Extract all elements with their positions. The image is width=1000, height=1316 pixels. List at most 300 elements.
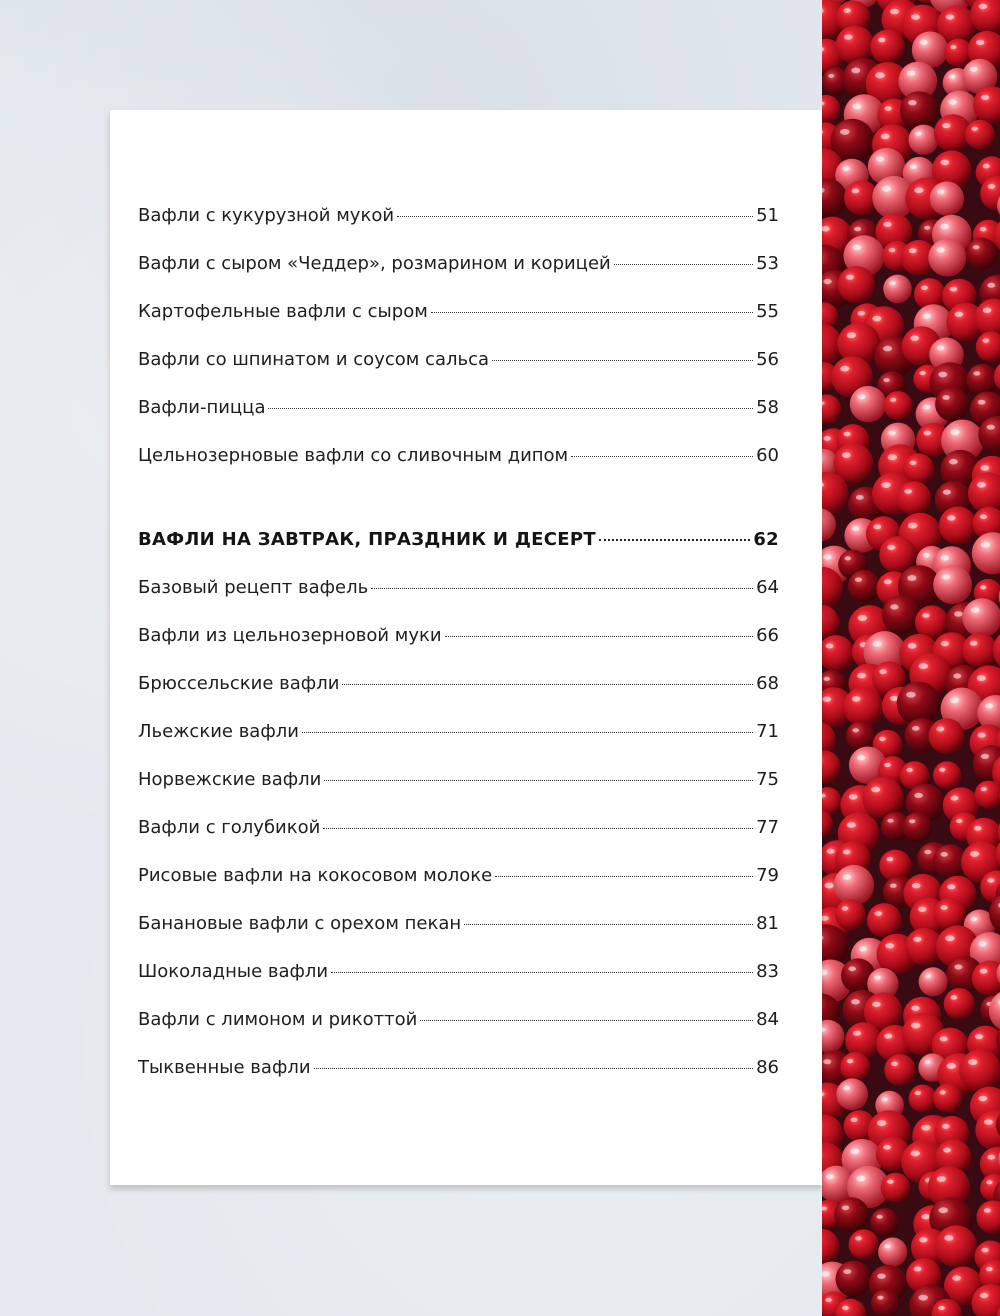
dot-leader [342,684,753,685]
berry-highlight [981,465,990,471]
berry-highlight [940,224,949,230]
toc-entry-title: Вафли с сыром «Чеддер», розмарином и корицей [138,253,611,274]
berry-highlight [823,677,830,681]
berry-highlight [908,100,916,105]
berry-highlight [949,459,958,465]
toc-entry-page: 66 [756,625,779,646]
berry-highlight [980,1293,988,1298]
berry [976,332,1000,362]
dot-leader [614,264,753,265]
berry [822,1020,844,1053]
toc-entry[interactable] [138,301,779,349]
berry [928,239,966,277]
berry-highlight [921,1125,930,1131]
berry-highlight [911,1006,919,1011]
berry-group [822,0,1000,1316]
berry-highlight [980,514,987,519]
berry-highlight [942,574,951,579]
berry-highlight [986,1267,993,1271]
toc-card [110,110,822,1185]
berry-highlight [971,917,978,921]
toc-entry[interactable] [138,769,779,817]
berry-highlight [848,966,856,971]
berry-image [822,0,1000,1316]
berry-highlight [924,850,931,855]
berry-highlight [973,245,980,249]
table-of-contents [138,205,779,1105]
berry-highlight [943,1148,951,1153]
berry-highlight [887,545,895,550]
berry-highlight [955,312,964,317]
berry [878,1238,907,1267]
toc-entry[interactable] [138,445,779,493]
berry [933,761,961,789]
berry-highlight [947,884,955,889]
toc-entry-page: 53 [756,253,779,274]
berry-highlight [919,663,928,669]
berry-highlight [825,1298,831,1302]
berry-highlight [912,883,921,888]
berry-highlight [986,1180,992,1184]
toc-entry-page: 81 [756,913,779,934]
toc-entry-title: Вафли со шпинатом и соусом сальса [138,349,490,370]
berry-highlight [977,675,986,681]
berry [959,1049,1000,1091]
berry-highlight [953,673,961,678]
berry-highlight [977,482,986,488]
berry-highlight [879,669,886,674]
berry-highlight [936,247,944,252]
berry-highlight [981,787,987,791]
berry-highlight [915,1091,921,1095]
berry-highlight [974,826,982,831]
berry [836,1261,872,1297]
berry [836,26,875,65]
berry-highlight [877,1274,885,1279]
section-page: 62 [753,529,779,550]
berry [838,266,875,303]
berry-highlight [853,104,862,110]
berry [822,605,839,640]
toc-entry-title: Шоколадные вафли [138,961,329,982]
berry-highlight [907,575,916,581]
berry-highlight [913,937,921,942]
berry-highlight [984,1119,993,1125]
dot-leader [492,360,753,361]
berry-highlight [936,727,944,732]
berry-highlight [970,851,979,857]
berry [962,633,997,668]
toc-entry[interactable] [138,625,779,673]
berry-highlight [840,366,849,372]
toc-entry-page: 86 [756,1057,779,1078]
berry-highlight [852,728,859,732]
dot-leader [323,828,753,829]
berry-highlight [886,857,893,861]
berry-highlight [842,1306,849,1310]
berry-highlight [826,1174,834,1179]
berry [972,532,1000,574]
toc-entry-page: 83 [756,961,779,982]
berry [850,386,886,422]
berry [897,481,931,515]
toc-entry[interactable] [138,349,779,397]
berry-highlight [890,9,899,15]
berry-highlight [949,99,957,104]
dot-leader [431,312,753,313]
berry [909,125,939,155]
berry-highlight [823,554,831,559]
dot-leader [302,732,753,733]
berry-highlight [941,641,949,646]
berry-highlight [884,1244,890,1248]
berry-highlight [911,1023,920,1029]
berry-highlight [922,1214,930,1219]
berry-highlight [852,696,861,702]
berry-highlight [873,641,882,647]
berry-highlight [888,431,896,436]
berry-highlight [971,127,978,131]
berry-highlight [944,1235,953,1241]
berry-highlight [909,248,917,253]
berry-highlight [983,308,992,313]
berry-highlight [920,40,928,45]
berry-highlight [884,763,891,767]
toc-entry-title: Вафли с кукурузной мукой [138,205,395,226]
berry-highlight [979,4,988,9]
berry-highlight [823,696,832,702]
berry-highlight [907,71,916,76]
toc-entry[interactable] [138,673,779,721]
dot-leader [571,456,753,457]
berry-highlight [954,611,963,617]
berry-highlight [883,378,889,382]
berry-highlight [854,227,861,232]
berry-highlight [877,1120,886,1126]
toc-entry-title: Тыквенные вафли [138,1057,311,1078]
berry [884,391,913,420]
berry-highlight [890,398,896,402]
toc-entry[interactable] [138,817,779,865]
dot-leader [397,216,753,217]
berry-highlight [904,489,912,494]
berry [903,812,933,842]
berry-highlight [850,1148,859,1154]
berry-highlight [950,995,957,999]
berry-highlight [914,187,923,193]
berry-highlight [877,1215,883,1219]
berry-highlight [968,1059,977,1065]
berry-highlight [970,67,978,72]
berry-highlight [872,1002,881,1007]
berry-highlight [973,371,980,375]
berry-highlight [911,1150,921,1156]
berry-highlight [923,405,930,410]
berry-highlight [942,1124,950,1129]
berry-highlight [882,1097,888,1101]
berry-highlight [939,768,945,772]
berry-highlight [858,311,865,316]
berry-highlight [872,316,881,322]
berry-highlight [923,553,930,557]
berry [933,1084,962,1113]
berry-highlight [884,1034,892,1039]
berry-highlight [980,227,987,231]
toc-entry-title: Норвежские вафли [138,769,322,790]
berry-highlight [938,372,947,378]
berry-highlight [980,969,988,974]
berry-highlight [852,526,860,531]
berry-highlight [855,1236,862,1240]
berry-highlight [971,607,980,612]
berry-highlight [843,874,852,880]
section-spacer [138,493,779,529]
toc-entry-page: 55 [756,301,779,322]
toc-entry-title: Картофельные вафли с сыром [138,301,428,322]
berry [935,1225,977,1267]
berry-highlight [950,697,959,703]
toc-entry-title: Цельнозерновые вафли со сливочным дипом [138,445,569,466]
berry-highlight [982,1248,989,1253]
berry-highlight [853,1031,861,1036]
toc-entry-page: 56 [756,349,779,370]
berry-highlight [949,75,955,79]
berry-highlight [940,160,949,166]
berry-highlight [843,1086,850,1090]
berry-highlight [922,313,931,319]
berry-highlight [825,883,834,889]
berry-highlight [981,542,990,548]
toc-entry-page: 60 [756,445,779,466]
berry-highlight [915,132,922,136]
dot-leader [495,876,753,877]
berry-highlight [924,431,932,436]
berry-highlight [844,432,851,437]
toc-entry[interactable] [138,253,779,301]
berry-highlight [827,849,835,854]
toc-entry[interactable] [138,865,779,913]
berry-highlight [847,1059,854,1063]
berry-highlight [852,189,860,194]
berry-highlight [922,613,929,618]
toc-entry-page: 77 [756,817,779,838]
berry-highlight [939,1090,945,1094]
berry-highlight [858,615,867,621]
toc-entry-title: Вафли-пицца [138,397,266,418]
berry-highlight [978,941,987,947]
berry-highlight [878,38,886,43]
berry-highlight [910,335,919,341]
toc-entry-page: 75 [756,769,779,790]
berry-highlight [858,394,866,399]
berry-highlight [824,436,831,441]
berry-highlight [941,852,948,857]
berry-highlight [823,1059,831,1064]
toc-entry[interactable] [138,961,779,1009]
berry-highlight [859,946,867,951]
toc-entry[interactable] [138,577,779,625]
toc-entry-title: Вафли из цельнозерновой муки [138,625,442,646]
berry-highlight [828,74,834,78]
berry-highlight [842,452,851,458]
berry-highlight [908,523,917,529]
berry-highlight [947,1063,956,1069]
berry [870,30,905,65]
berry [822,394,841,423]
berry [935,387,969,421]
berry-highlight [939,1207,948,1213]
berry-highlight [912,726,920,731]
berry [963,598,1000,637]
berry-highlight [884,579,892,584]
berry-highlight [924,226,930,230]
berry-highlight [954,964,962,969]
berry-highlight [883,346,892,352]
berry [867,903,902,938]
toc-entry[interactable] [138,1009,779,1057]
berry-highlight [985,703,993,708]
berry [840,1052,870,1082]
dot-leader [324,780,753,781]
berry-highlight [856,495,864,500]
berry-highlight [942,123,950,128]
berry-highlight [881,482,890,488]
dot-leader [331,972,753,973]
berry-highlight [950,45,956,49]
berry-highlight [890,884,897,888]
berry-highlight [978,733,986,738]
berry [822,750,841,783]
berry [944,988,975,1019]
dot-leader [464,924,753,925]
berry-highlight [970,641,978,646]
berry-highlight [845,556,852,560]
berry [883,275,912,304]
berry-highlight [980,585,986,589]
berry-highlight [937,189,945,194]
berry [977,1201,1000,1234]
berry-highlight [925,1060,931,1064]
toc-entry-title: Брюссельские вафли [138,673,340,694]
dot-leader [599,539,750,541]
berry [834,865,874,905]
berry-highlight [887,1180,894,1184]
toc-entry[interactable] [138,1057,779,1105]
berry [882,595,921,634]
berry-highlight [950,287,958,292]
berry [929,718,965,754]
berry-highlight [851,68,860,74]
berry-highlight [937,1176,946,1182]
berry [919,967,948,996]
berry-highlight [876,156,884,161]
berry [993,629,1000,672]
berry-highlight [987,878,994,883]
berry-highlight [982,339,989,343]
berry-highlight [940,1036,948,1041]
berry [884,1054,916,1086]
berry [967,364,999,396]
berry-highlight [842,166,849,171]
berry-highlight [843,850,851,855]
berry [848,570,880,602]
berry-highlight [956,819,962,823]
berry-highlight [890,604,898,609]
berry-highlight [947,515,955,520]
berry [881,1173,911,1203]
berry-highlight [946,14,955,19]
berry [849,1229,879,1259]
berry-highlight [847,822,856,828]
berry-highlight [842,1205,850,1210]
berry-highlight [889,281,895,285]
berry-highlight [889,248,896,252]
berry-highlight [909,819,916,823]
berry-highlight [914,793,923,798]
berry [900,91,938,129]
toc-entry-title: Базовый рецепт вафель [138,577,369,598]
berry-highlight [979,1096,988,1102]
berry [822,95,840,123]
berry-highlight [983,164,990,169]
toc-entry-page: 64 [756,577,779,598]
dot-leader [371,588,753,589]
berry-highlight [984,1208,991,1213]
berry-highlight [952,1275,961,1280]
toc-entry-page: 84 [756,1009,779,1030]
toc-entry[interactable] [138,397,779,445]
berry-highlight [978,400,986,405]
berry-highlight [943,490,951,495]
berry-highlight [849,794,858,800]
berry-highlight [857,673,866,679]
toc-entry-title: Рисовые вафли на кокосовом молоке [138,865,493,886]
berry-highlight [826,644,834,649]
berry-highlight [840,129,850,135]
toc-entry-page: 79 [756,865,779,886]
toc-entry[interactable] [138,205,779,253]
berry [966,238,998,270]
berry [822,635,854,671]
berry-highlight [891,1062,898,1066]
berry-highlight [847,332,856,338]
toc-entry-page: 51 [756,205,779,226]
berry [836,1078,868,1110]
berry-highlight [852,245,861,251]
berry [834,1197,869,1232]
toc-entry-title: Вафли с лимоном и рикоттой [138,1009,418,1030]
berry-highlight [857,755,865,760]
berry-highlight [882,186,891,192]
berry-highlight [919,1295,928,1301]
toc-entry-title: Вафли с голубикой [138,817,321,838]
berry-highlight [846,275,854,280]
berry-highlight [875,911,883,916]
toc-entry-page: 58 [756,397,779,418]
berry-highlight [919,1237,927,1242]
berry-highlight [855,577,862,582]
berry-highlight [851,1118,858,1122]
berry [822,1229,840,1265]
berry-highlight [823,279,831,284]
berry-highlight [874,975,881,979]
toc-section-heading[interactable] [138,529,779,577]
berry-highlight [885,106,892,111]
berry-highlight [879,737,886,741]
toc-entry[interactable] [138,721,779,769]
berry-highlight [873,524,881,529]
toc-entry[interactable] [138,913,779,961]
